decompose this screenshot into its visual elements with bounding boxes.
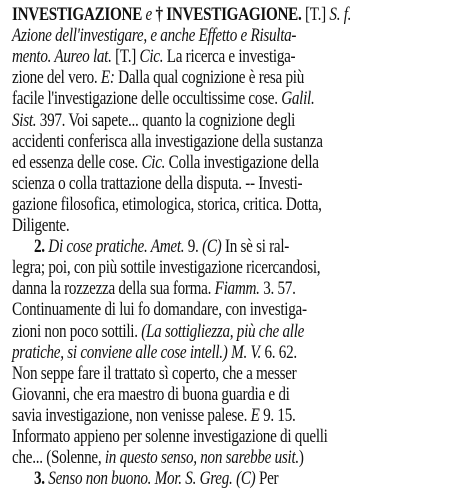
text-segment: che... (Solenne, — [12, 448, 105, 469]
text-segment: Di cose pratiche. Amet. — [48, 237, 185, 258]
text-segment: Sist. — [12, 110, 37, 131]
text-segment: Senso non buono. Mor. S. Greg. — [48, 469, 233, 490]
entry-line — [12, 131, 323, 154]
entry-line — [12, 46, 295, 69]
text-segment: Galil. — [281, 89, 315, 110]
entry-line — [12, 426, 328, 449]
text-segment: Fiamm. — [214, 279, 260, 300]
text-segment: gazione filosofica, etimologica, storica, critica. Dotta, — [12, 194, 322, 215]
text-segment: E — [250, 405, 260, 426]
text-segment: savia investigazione, non venisse palese. — [12, 405, 251, 426]
entry-line — [12, 173, 302, 196]
text-segment: Azione dell'investigare, e anche Effetto e Risulta- — [12, 26, 297, 47]
text-segment: accidenti conferisca alla investigazione della sustanza — [12, 131, 323, 152]
entry-line — [12, 4, 351, 27]
text-segment: La ricerca e investiga- — [163, 47, 296, 68]
text-segment: Colla investigazione della — [165, 152, 319, 173]
text-segment: 2. — [34, 237, 49, 258]
text-segment: M. V. — [231, 342, 261, 363]
entry-line — [12, 25, 296, 48]
text-segment: Continuamente di lui fo domandare, con investiga- — [12, 300, 307, 321]
text-segment: [T.] — [301, 5, 330, 25]
entry-line — [12, 384, 290, 407]
entry-line — [12, 405, 296, 428]
text-segment: Cic. — [139, 47, 164, 68]
text-segment: 3. 57. — [259, 279, 296, 300]
text-segment: 9. — [184, 237, 203, 258]
text-segment: 3. — [34, 469, 49, 490]
text-segment: E: — [100, 68, 115, 89]
entry-line — [12, 152, 319, 175]
text-segment: ) — [298, 448, 304, 469]
entry-line — [12, 299, 307, 322]
text-segment: zione del vero. — [12, 68, 101, 89]
text-segment: 6. 62. — [260, 342, 297, 363]
text-segment: zioni non poco sottili. — [12, 321, 142, 342]
text-segment: pratiche, si conviene alle cose intell.) — [12, 342, 228, 363]
text-segment: Non seppe fare il trattato sì coperto, che a messer — [12, 363, 297, 384]
entry-line — [12, 321, 304, 344]
text-segment: 9. 15. — [259, 405, 296, 426]
text-segment: ed essenza delle cose. — [12, 152, 142, 173]
entry-line — [12, 447, 304, 470]
entry-line — [12, 363, 296, 386]
text-segment: danna la rozzezza della sua forma. — [12, 279, 215, 300]
text-segment: In sè si ral- — [221, 237, 290, 258]
text-segment: legra; poi, con più sottile investigazione ricercandosi, — [12, 258, 321, 279]
text-segment: INVESTIGAZIONE — [12, 5, 143, 25]
text-segment: mento. Aureo lat. — [12, 47, 112, 68]
entry-line — [12, 67, 304, 90]
entry-line — [12, 194, 322, 217]
text-segment: Informato appieno per solenne investigazione di quelli — [12, 427, 328, 447]
text-segment: Dalla qual cognizione è resa più — [114, 68, 305, 89]
text-segment: e — [142, 5, 156, 25]
entry-line — [34, 468, 278, 491]
text-segment: Diligente. — [12, 216, 70, 236]
text-segment: Giovanni, che era maestro di buona guardia e di — [12, 384, 290, 405]
text-segment: [T.] — [111, 47, 140, 68]
text-segment: † INVESTIGAGIONE. — [155, 5, 302, 25]
entry-line — [12, 278, 296, 301]
text-segment: (La sottigliezza, più che alle — [141, 321, 305, 342]
entry-line — [12, 110, 295, 133]
text-segment: in questo senso, non sarebbe usit. — [104, 448, 299, 469]
entry-line — [34, 236, 289, 259]
text-segment: Per — [255, 469, 279, 490]
entry-line — [12, 88, 314, 111]
entry-line — [12, 257, 320, 280]
text-segment: facile l'investigazione delle occultissime cose. — [12, 89, 282, 110]
text-segment: S. f. — [329, 5, 352, 25]
text-segment: (C) — [202, 237, 222, 258]
entry-line — [12, 215, 69, 238]
text-segment: 397. Voi sapete... quanto la cognizione degli — [36, 110, 296, 131]
entry-line — [12, 342, 297, 365]
text-segment: Cic. — [141, 152, 166, 173]
text-segment: (C) — [236, 469, 256, 490]
text-segment: scienza o colla trattazione della disputa. -- Investi- — [12, 173, 303, 194]
